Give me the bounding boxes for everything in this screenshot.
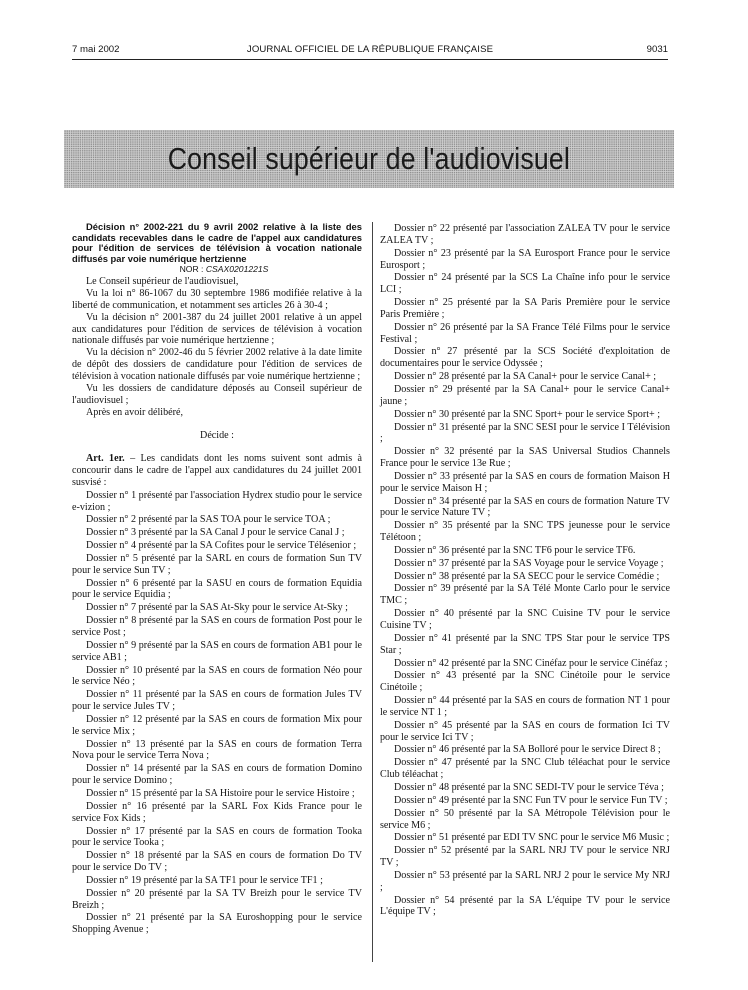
dossier-entry: Dossier n° 41 présenté par la SNC TPS Star pour le service TPS Star ;: [380, 632, 670, 656]
dossier-entry: Dossier n° 39 présenté par la SA Télé Monte Carlo pour le service TMC ;: [380, 583, 670, 607]
page-number: 9031: [646, 44, 668, 55]
dossier-entry: Dossier n° 1 présenté par l'association Hydrex studio pour le service e-vizion ;: [72, 489, 362, 513]
dossier-entry: Dossier n° 50 présenté par la SA Métropole Télévision pour le service M6 ;: [380, 807, 670, 831]
dossier-entry: Dossier n° 45 présenté par la SAS en cours de formation Ici TV pour le service Ici TV ;: [380, 719, 670, 743]
dossier-entry: Dossier n° 3 présenté par la SA Canal J pour le service Canal J ;: [86, 527, 345, 539]
header-rule: [72, 59, 668, 60]
decide-heading: Décide :: [200, 430, 234, 442]
nor-code: CSAX0201221S: [205, 264, 269, 275]
nor-label: NOR :: [179, 264, 204, 275]
dossier-entry: Dossier n° 31 présenté par la SNC SESI pour le service I Télévision ;: [380, 421, 670, 445]
dossier-entry: Dossier n° 10 présenté par la SAS en cours de formation Néo pour le service Néo ;: [72, 664, 362, 688]
dossier-entry: Dossier n° 23 présenté par la SA Eurosport France pour le service Eurosport ;: [380, 247, 670, 271]
right-column: [380, 222, 670, 918]
preamble-paragraph: Le Conseil supérieur de l'audiovisuel,: [86, 276, 239, 288]
preamble: [72, 276, 362, 418]
preamble-paragraph: Après en avoir délibéré,: [86, 406, 183, 418]
dossier-entry: Dossier n° 22 présenté par l'association ZALEA TV pour le service ZALEA TV ;: [380, 223, 670, 246]
dossier-entry: Dossier n° 54 présenté par la SA L'équipe TV pour le service L'équipe TV ;: [380, 894, 670, 918]
dossier-entry: Dossier n° 43 présenté par la SNC Cinétoile pour le service Cinétoile ;: [380, 670, 670, 694]
dossier-entry: Dossier n° 53 présenté par la SARL NRJ 2 pour le service My NRJ ;: [380, 869, 670, 893]
nor-reference: [72, 264, 362, 276]
section-banner: [64, 130, 674, 188]
dossier-entry: Dossier n° 29 présenté par la SA Canal+ pour le service Canal+ jaune ;: [380, 383, 670, 407]
dossier-entry: Dossier n° 51 présenté par EDI TV SNC pour le service M6 Music ;: [394, 832, 670, 844]
preamble-paragraph: Vu la décision n° 2002-46 du 5 février 2002 relative à la date limite de dépôt des dossiers de candidature pour l'édition de services de télévision à vocation nationale diffusés par voie numérique hertzienne ;: [72, 347, 362, 382]
dossier-entry: Dossier n° 21 présenté par la SA Euroshopping pour le service Shopping Avenue ;: [72, 912, 362, 936]
dossier-entry: Dossier n° 15 présenté par la SA Histoire pour le service Histoire ;: [86, 787, 355, 799]
issue-date: 7 mai 2002: [72, 44, 120, 55]
dossier-entry: Dossier n° 24 présenté par la SCS La Chaîne info pour le service LCI ;: [380, 272, 670, 296]
journal-title: JOURNAL OFFICIEL DE LA RÉPUBLIQUE FRANÇAISE: [246, 44, 494, 55]
dossier-entry: Dossier n° 49 présenté par la SNC Fun TV pour le service Fun TV ;: [394, 794, 668, 806]
decision-title: Décision n° 2002-221 du 9 avril 2002 relative à la liste des candidats recevables dans le cadre de l'appel aux candidatures pour l'édition de services de télévision à vocation nationale diffusés par voie numérique hertzienne: [72, 221, 362, 264]
dossier-entry: Dossier n° 2 présenté par la SAS TOA pour le service TOA ;: [86, 514, 331, 526]
dossier-entry: Dossier n° 6 présenté par la SASU en cours de formation Equidia pour le service Equidia ;: [72, 577, 362, 601]
dossier-entry: Dossier n° 13 présenté par la SAS en cours de formation Terra Nova pour le service Terra Nova ;: [72, 738, 362, 762]
dossier-entry: Dossier n° 11 présenté par la SAS en cours de formation Jules TV pour le service Jules TV ;: [72, 689, 362, 713]
dossier-entry: Dossier n° 42 présenté par la SNC Cinéfaz pour le service Cinéfaz ;: [394, 657, 668, 669]
dossier-list-left: [72, 490, 362, 936]
dossier-entry: Dossier n° 14 présenté par la SAS en cours de formation Domino pour le service Domino ;: [72, 763, 362, 787]
dossier-entry: Dossier n° 46 présenté par la SA Bolloré pour le service Direct 8 ;: [394, 744, 661, 756]
dossier-entry: Dossier n° 48 présenté par la SNC SEDI-TV pour le service Téva ;: [394, 781, 664, 793]
article-text: – Les candidats dont les noms suivent sont admis à concourir dans le cadre de l'appel aux candidatures du 24 juillet 2001 susvisé :: [72, 453, 363, 488]
article-1: [72, 453, 362, 489]
preamble-paragraph: Vu les dossiers de candidature déposés au Conseil supérieur de l'audiovisuel ;: [72, 382, 362, 406]
page-header: [72, 44, 668, 58]
dossier-entry: Dossier n° 37 présenté par la SAS Voyage pour le service Voyage ;: [394, 557, 664, 569]
dossier-entry: Dossier n° 27 présenté par la SCS Société d'exploitation de documentaires pour le service Odyssée ;: [380, 346, 670, 370]
dossier-entry: Dossier n° 8 présenté par la SAS en cours de formation Post pour le service Post ;: [72, 615, 362, 638]
dossier-entry: Dossier n° 9 présenté par la SAS en cours de formation AB1 pour le service AB1 ;: [72, 639, 362, 663]
dossier-entry: Dossier n° 30 présenté par la SNC Sport+ pour le service Sport+ ;: [394, 408, 661, 420]
dossier-entry: Dossier n° 38 présenté par la SA SECC pour le service Comédie ;: [394, 570, 660, 582]
dossier-entry: Dossier n° 35 présenté par la SNC TPS jeunesse pour le service Télétoon ;: [380, 520, 670, 544]
dossier-entry: Dossier n° 7 présenté par la SAS At-Sky pour le service At-Sky ;: [86, 602, 348, 614]
preamble-paragraph: Vu la loi n° 86-1067 du 30 septembre 1986 modifiée relative à la liberté de communication, et notamment ses articles 26 à 30-4 ;: [72, 288, 362, 311]
dossier-entry: Dossier n° 33 présenté par la SAS en cours de formation Maison H pour le service Maison H ;: [380, 470, 670, 494]
dossier-entry: Dossier n° 12 présenté par la SAS en cours de formation Mix pour le service Mix ;: [72, 713, 362, 737]
dossier-entry: Dossier n° 26 présenté par la SA France Télé Films pour le service Festival ;: [380, 321, 670, 345]
section-title: Conseil supérieur de l'audiovisuel: [167, 141, 571, 176]
dossier-entry: Dossier n° 18 présenté par la SAS en cours de formation Do TV pour le service Do TV ;: [72, 850, 362, 874]
dossier-entry: Dossier n° 44 présenté par la SAS en cours de formation NT 1 pour le service NT 1 ;: [380, 695, 670, 718]
dossier-entry: Dossier n° 34 présenté par la SAS en cours de formation Nature TV pour le service Nature TV ;: [380, 495, 670, 519]
preamble-paragraph: Vu la décision n° 2001-387 du 24 juillet 2001 relative à un appel aux candidatures pour l'édition de services de télévision à vocation nationale diffusés par voie numérique hertzienne ;: [72, 311, 362, 347]
dossier-entry: Dossier n° 5 présenté par la SARL en cours de formation Sun TV pour le service Sun TV ;: [72, 552, 362, 576]
dossier-entry: Dossier n° 32 présenté par la SAS Universal Studios Channels France pour le service 13e Rue ;: [380, 446, 670, 470]
column-divider: [372, 222, 373, 962]
dossier-entry: Dossier n° 52 présenté par la SARL NRJ TV pour le service NRJ TV ;: [380, 845, 670, 869]
dossier-entry: Dossier n° 4 présenté par la SA Cofites pour le service Télésenior ;: [86, 540, 357, 552]
dossier-entry: Dossier n° 25 présenté par la SA Paris Première pour le service Paris Première ;: [380, 297, 670, 320]
dossier-entry: Dossier n° 16 présenté par la SARL Fox Kids France pour le service Fox Kids ;: [72, 800, 362, 824]
dossier-entry: Dossier n° 20 présenté par la SA TV Breizh pour le service TV Breizh ;: [72, 887, 362, 911]
dossier-entry: Dossier n° 28 présenté par la SA Canal+ pour le service Canal+ ;: [394, 371, 657, 383]
dossier-entry: Dossier n° 47 présenté par la SNC Club téléachat pour le service Club téléachat ;: [380, 757, 670, 781]
dossier-list-right: [380, 223, 670, 918]
dossier-entry: Dossier n° 17 présenté par la SAS en cours de formation Tooka pour le service Tooka ;: [72, 825, 362, 849]
article-label: Art. 1er.: [86, 453, 125, 465]
dossier-entry: Dossier n° 19 présenté par la SA TF1 pour le service TF1 ;: [86, 874, 323, 886]
dossier-entry: Dossier n° 36 présenté par la SNC TF6 pour le service TF6.: [394, 544, 636, 556]
left-column: [72, 222, 362, 936]
dossier-entry: Dossier n° 40 présenté par la SNC Cuisine TV pour le service Cuisine TV ;: [380, 608, 670, 631]
